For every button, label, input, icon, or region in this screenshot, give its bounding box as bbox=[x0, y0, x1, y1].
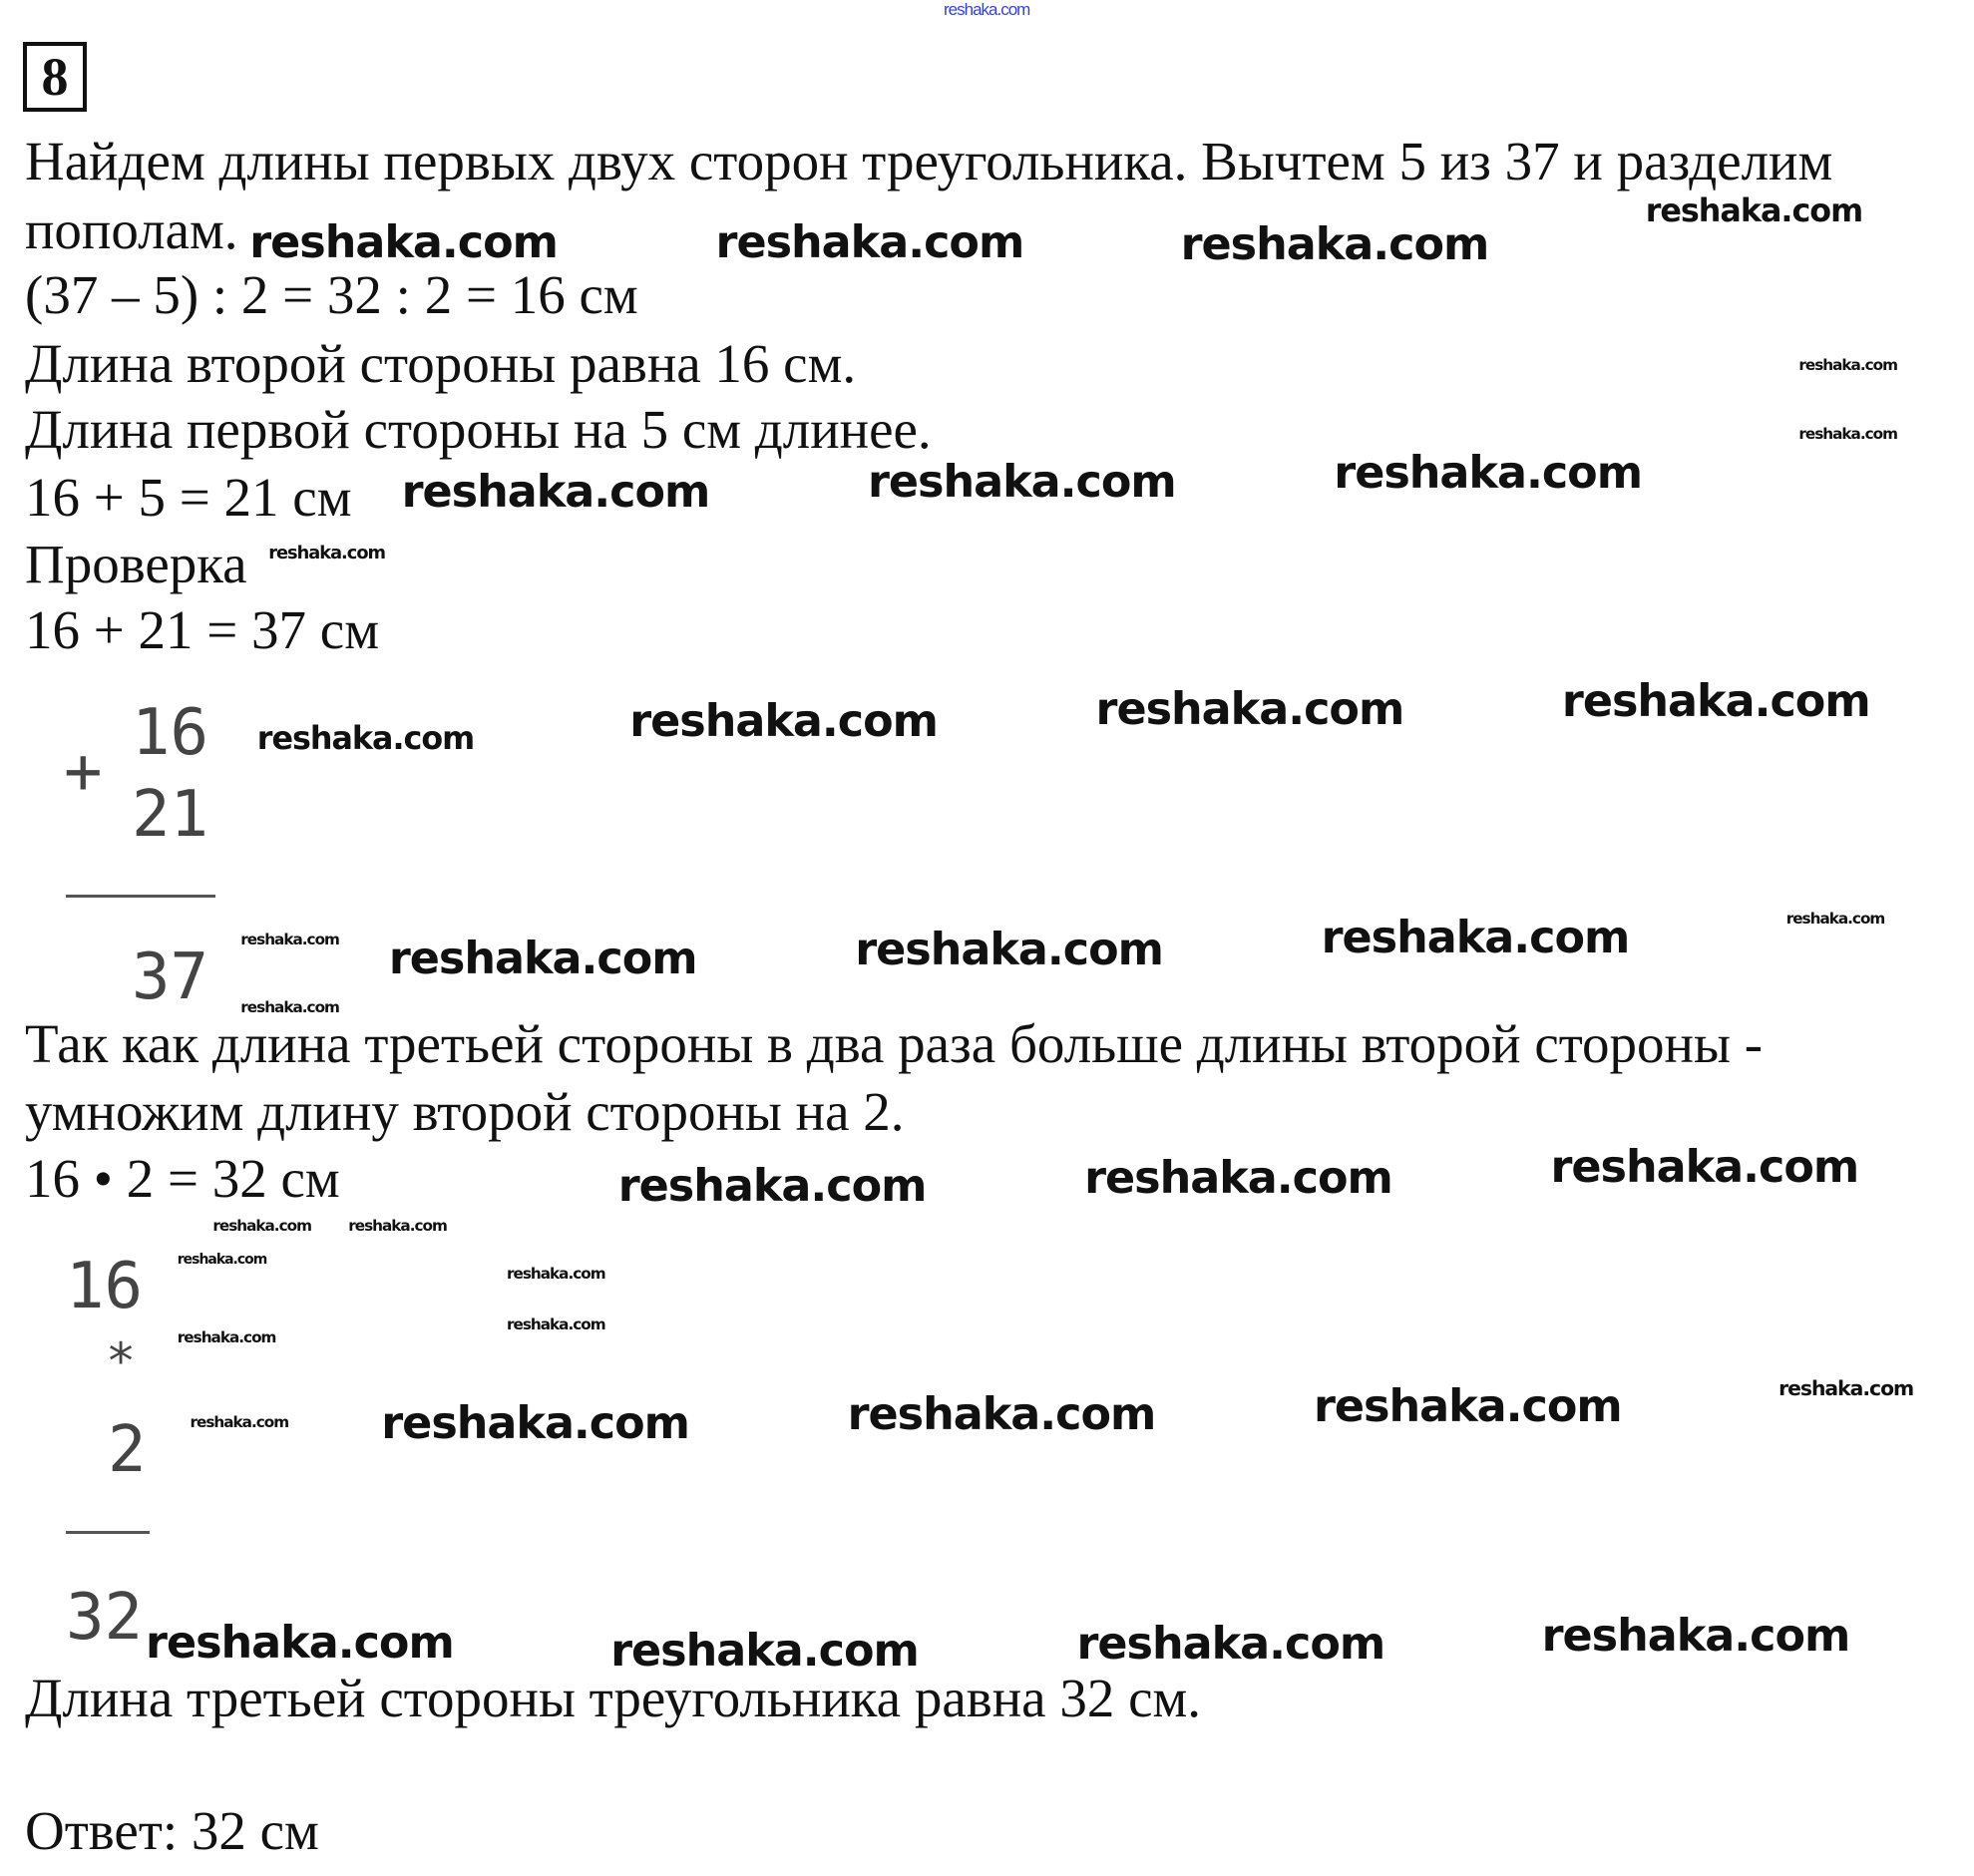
task-number: 8 bbox=[23, 42, 87, 112]
watermark: reshaka.com bbox=[867, 457, 1176, 509]
check-heading: Проверка bbox=[25, 534, 247, 594]
watermark: reshaka.com bbox=[629, 696, 938, 748]
watermark: reshaka.com bbox=[1313, 1381, 1622, 1433]
product-result: 32 bbox=[66, 1581, 144, 1655]
watermark: reshaka.com bbox=[617, 1161, 927, 1213]
watermark: reshaka.com bbox=[190, 1412, 289, 1431]
watermark: reshaka.com bbox=[401, 467, 710, 519]
factor-b: 2 bbox=[108, 1413, 147, 1487]
factor-a: 16 bbox=[66, 1250, 144, 1323]
solution-line: 16 • 2 = 32 см bbox=[25, 1148, 340, 1209]
watermark: reshaka.com bbox=[847, 1389, 1156, 1440]
watermark: reshaka.com bbox=[388, 933, 697, 984]
watermark: reshaka.com bbox=[1778, 1375, 1914, 1400]
watermark: reshaka.com bbox=[507, 1314, 605, 1333]
solution-line: Так как длина третьей стороны в два раза больше длины второй стороны - bbox=[25, 1013, 1764, 1074]
sum-line bbox=[66, 895, 215, 898]
solution-line: Найдем длины первых двух сторон треугольника. Вычтем 5 из 37 и разделим bbox=[25, 131, 1833, 191]
watermark: reshaka.com bbox=[1334, 448, 1643, 500]
solution-line: умножим длину второй стороны на 2. bbox=[25, 1081, 905, 1142]
watermark: reshaka.com bbox=[1785, 910, 1885, 929]
solution-line: Длина первой стороны на 5 см длинее. bbox=[25, 399, 932, 460]
watermark: reshaka.com bbox=[256, 721, 475, 758]
watermark: reshaka.com bbox=[268, 543, 386, 564]
addend-a: 16 bbox=[132, 696, 209, 770]
watermark: reshaka.com bbox=[1798, 424, 1897, 443]
watermark: reshaka.com bbox=[1561, 675, 1870, 727]
solution-line: пополам. bbox=[25, 199, 238, 260]
solution-line: Длина третьей стороны треугольника равна 32 см. bbox=[25, 1668, 1202, 1728]
watermark: reshaka.com bbox=[610, 1626, 919, 1678]
addend-b: 21 bbox=[132, 778, 209, 852]
plus-sign: + bbox=[64, 735, 103, 809]
watermark: reshaka.com bbox=[1550, 1142, 1859, 1194]
watermark: reshaka.com bbox=[177, 1327, 276, 1346]
multiply-sign: * bbox=[106, 1332, 137, 1390]
watermark: reshaka.com bbox=[715, 217, 1024, 269]
watermark: reshaka.com bbox=[1076, 1618, 1385, 1670]
watermark: reshaka.com bbox=[249, 217, 558, 269]
solution-line: 16 + 5 = 21 см bbox=[25, 467, 352, 528]
solution-line: Длина второй стороны равна 16 см. bbox=[25, 333, 857, 394]
watermark: reshaka.com bbox=[177, 1252, 267, 1269]
watermark: reshaka.com bbox=[507, 1265, 605, 1283]
watermark: reshaka.com bbox=[1321, 913, 1630, 964]
watermark: reshaka.com bbox=[1084, 1152, 1392, 1204]
watermark: reshaka.com bbox=[855, 924, 1163, 975]
product-line bbox=[66, 1531, 150, 1534]
watermark: reshaka.com bbox=[212, 1216, 311, 1235]
sum-result: 37 bbox=[132, 940, 209, 1014]
site-header-link[interactable]: reshaka.com bbox=[944, 0, 1030, 19]
watermark: reshaka.com bbox=[1645, 192, 1863, 229]
watermark: reshaka.com bbox=[1095, 683, 1404, 735]
watermark: reshaka.com bbox=[381, 1397, 689, 1449]
watermark: reshaka.com bbox=[1541, 1611, 1850, 1663]
solution-line: 16 + 21 = 37 см bbox=[25, 599, 380, 660]
watermark: reshaka.com bbox=[1798, 356, 1897, 375]
watermark: reshaka.com bbox=[240, 930, 339, 948]
watermark: reshaka.com bbox=[1180, 218, 1489, 270]
answer-line: Ответ: 32 см bbox=[25, 1800, 319, 1861]
watermark: reshaka.com bbox=[146, 1617, 454, 1669]
solution-line: (37 – 5) : 2 = 32 : 2 = 16 см bbox=[25, 264, 638, 325]
watermark: reshaka.com bbox=[240, 998, 339, 1017]
watermark: reshaka.com bbox=[348, 1216, 447, 1235]
